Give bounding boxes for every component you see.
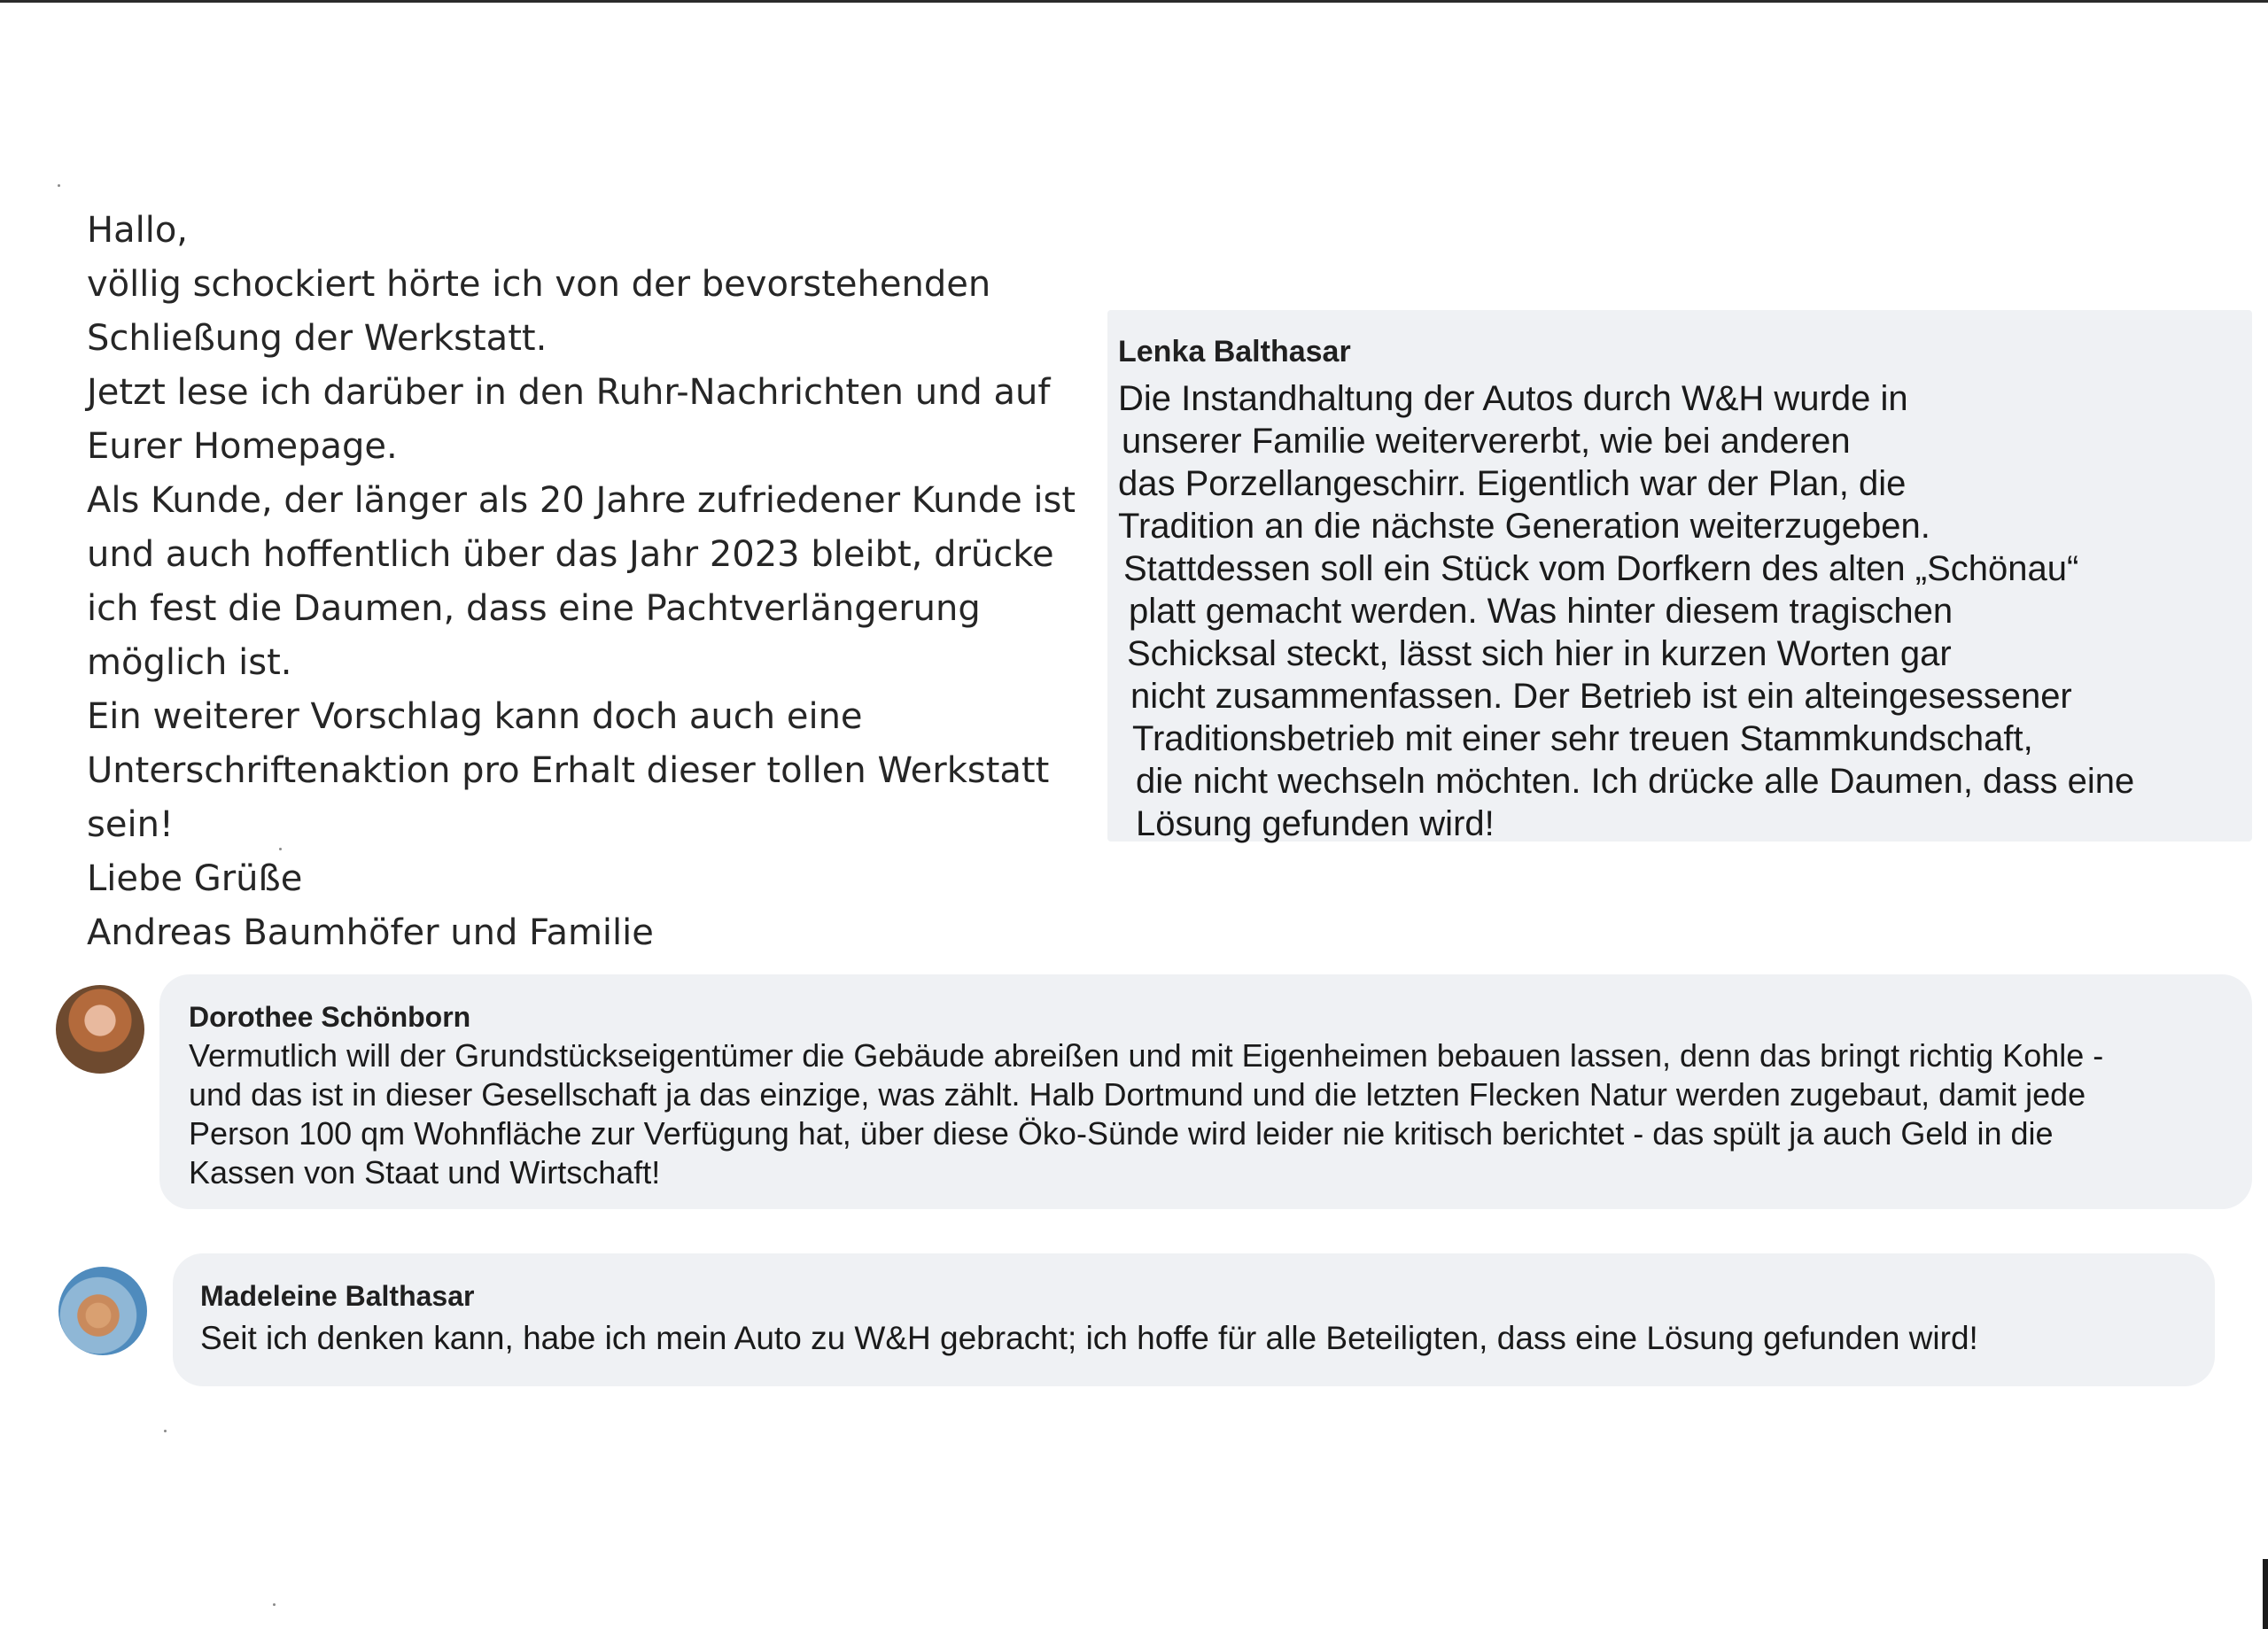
letter-line: Andreas Baumhöfer und Familie	[87, 912, 654, 953]
comment-line: Schicksal steckt, lässt sich hier in kurzen Worten gar	[1127, 634, 1952, 673]
letter-line: möglich ist.	[87, 642, 292, 683]
avatar[interactable]	[58, 1267, 147, 1355]
comment-line: platt gemacht werden. Was hinter diesem tragischen	[1129, 592, 1953, 631]
comment-author[interactable]: Dorothee Schönborn	[189, 1001, 471, 1033]
letter-line: Unterschriftenaktion pro Erhalt dieser tollen Werkstatt	[87, 750, 1050, 791]
comment-line: Kassen von Staat und Wirtschaft!	[189, 1154, 661, 1191]
letter-line: Als Kunde, der länger als 20 Jahre zufriedener Kunde ist	[87, 480, 1076, 521]
letter-line: Ein weiterer Vorschlag kann doch auch eine	[87, 696, 863, 737]
comment-line: Person 100 qm Wohnfläche zur Verfügung hat, über diese Öko-Sünde wird leider nie kritisch berichtet - das spült ja auch Geld in die	[189, 1115, 2054, 1152]
letter-line: Hallo,	[87, 210, 189, 251]
letter-line: völlig schockiert hörte ich von der bevorstehenden	[87, 264, 991, 305]
comment-line: und das ist in dieser Gesellschaft ja das einzige, was zählt. Halb Dortmund und die letzten Flecken Natur werden zugebaut, damit jede	[189, 1076, 2086, 1113]
letter-line: ich fest die Daumen, dass eine Pachtverlängerung	[87, 588, 981, 629]
letter-line: und auch hoffentlich über das Jahr 2023 bleibt, drücke	[87, 534, 1054, 575]
comment-line: Stattdessen soll ein Stück vom Dorfkern des alten „Schönau“	[1123, 549, 2079, 588]
scan-top-edge	[0, 0, 2268, 3]
scan-right-edge	[2263, 1559, 2268, 1629]
comment-line: unserer Familie weitervererbt, wie bei anderen	[1122, 422, 1851, 461]
comment-line: die nicht wechseln möchten. Ich drücke alle Daumen, dass eine	[1136, 762, 2135, 801]
comment-text	[189, 1036, 2103, 1192]
comment-line: Lösung gefunden wird!	[1136, 804, 1495, 843]
letter-line: Schließung der Werkstatt.	[87, 318, 548, 359]
comment-author[interactable]: Lenka Balthasar	[1118, 335, 1351, 368]
comment-line: nicht zusammenfassen. Der Betrieb ist ein alteingesessener	[1130, 677, 2072, 716]
comment-madeleine-balthasar	[173, 1253, 2215, 1386]
scan-speck	[58, 184, 60, 187]
comment-line: Die Instandhaltung der Autos durch W&H wurde in	[1118, 379, 1908, 418]
comment-line: Tradition an die nächste Generation weiterzugeben.	[1118, 507, 1930, 546]
letter-line: Eurer Homepage.	[87, 426, 398, 467]
comment-line: Traditionsbetrieb mit einer sehr treuen Stammkundschaft,	[1132, 719, 2033, 758]
comment-lenka-balthasar	[1107, 310, 2252, 842]
scan-speck	[164, 1430, 167, 1432]
letter-line: sein!	[87, 804, 174, 845]
scan-speck	[273, 1603, 276, 1606]
comment-author[interactable]: Madeleine Balthasar	[200, 1280, 475, 1312]
avatar[interactable]	[56, 985, 144, 1074]
comment-line: das Porzellangeschirr. Eigentlich war der Plan, die	[1118, 464, 1907, 503]
letter-line: Jetzt lese ich darüber in den Ruhr-Nachrichten und auf	[87, 372, 1051, 413]
comment-dorothee-schoenborn	[159, 974, 2252, 1209]
comment-text	[1118, 377, 2134, 845]
letter-line: Liebe Grüße	[87, 858, 303, 899]
comment-line: Vermutlich will der Grundstückseigentümer die Gebäude abreißen und mit Eigenheimen bebauen lassen, denn das bringt richtig Kohle -	[189, 1037, 2104, 1074]
letter-text	[87, 204, 1088, 960]
comment-text	[200, 1319, 1978, 1358]
comment-line: Seit ich denken kann, habe ich mein Auto zu W&H gebracht; ich hoffe für alle Beteiligten, dass eine Lösung gefunden wird!	[200, 1320, 1978, 1356]
